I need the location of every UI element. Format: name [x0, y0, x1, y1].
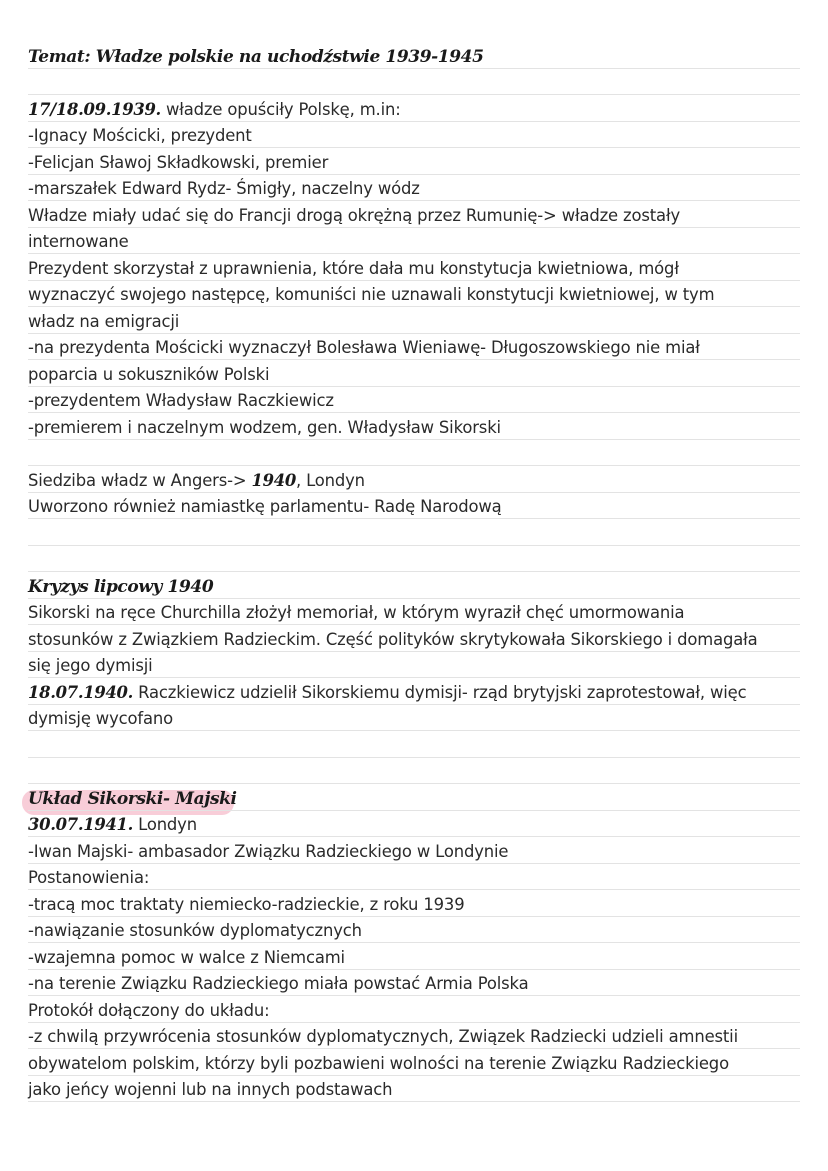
- ruled-line: [28, 201, 800, 228]
- ruled-line: [28, 969, 800, 996]
- ruled-line: [28, 95, 800, 122]
- ruled-line: [28, 42, 800, 69]
- date-label: 1940: [251, 470, 296, 490]
- text-line: wyznaczyć swojego następcę, komuniści nie uznawali konstytucji kwietniowej, w tym: [28, 284, 715, 304]
- ruled-line: [28, 227, 800, 254]
- ruled-line: [28, 360, 800, 387]
- list-item: -z chwilą przywrócenia stosunków dyplomatycznych, Związek Radziecki udzieli amnestii: [28, 1026, 738, 1046]
- text-line: poparcia u sokuszników Polski: [28, 364, 270, 384]
- text-line: Władze miały udać się do Francji drogą okrężną przez Rumunię-> władze zostały: [28, 205, 681, 225]
- text-line: dymisję wycofano: [28, 708, 173, 728]
- text-line: Protokół dołączony do układu:: [28, 1000, 270, 1020]
- list-item: -marszałek Edward Rydz- Śmigły, naczelny wódz: [28, 178, 420, 198]
- list-item: -tracą moc traktaty niemiecko-radzieckie, z roku 1939: [28, 894, 465, 914]
- ruled-line: [28, 68, 800, 95]
- list-item: -wzajemna pomoc w walce z Niemcami: [28, 947, 345, 967]
- list-item: -premierem i naczelnym wodzem, gen. Władysław Sikorski: [28, 417, 501, 437]
- ruled-line: [28, 545, 800, 572]
- ruled-line: [28, 439, 800, 466]
- date-label: 17/18.09.1939.: [28, 99, 161, 119]
- date-label: 18.07.1940.: [28, 682, 134, 702]
- ruled-line: [28, 625, 800, 652]
- ruled-line: [28, 492, 800, 519]
- list-item: -Iwan Majski- ambasador Związku Radzieckiego w Londynie: [28, 841, 509, 861]
- ruled-line: [28, 890, 800, 917]
- list-item: -Ignacy Mościcki, prezydent: [28, 125, 252, 145]
- ruled-line: [28, 386, 800, 413]
- list-item: -nawiązanie stosunków dyplomatycznych: [28, 920, 362, 940]
- date-label: 30.07.1941.: [28, 814, 134, 834]
- ruled-line: [28, 704, 800, 731]
- text-line: Postanowienia:: [28, 867, 150, 887]
- list-item: -na terenie Związku Radzieckiego miała powstać Armia Polska: [28, 973, 529, 993]
- ruled-line: [28, 1049, 800, 1076]
- text-line: Uworzono również namiastkę parlamentu- Radę Narodową: [28, 496, 502, 516]
- text-line: jako jeńcy wojenni lub na innych podstawach: [28, 1079, 393, 1099]
- line-text: Raczkiewicz udzielił Sikorskiemu dymisji- rząd brytyjski zaprotestował, więc: [133, 682, 747, 702]
- text-line: władz na emigracji: [28, 311, 180, 331]
- text-line: się jego dymisji: [28, 655, 153, 675]
- text-line: obywatelom polskim, którzy byli pozbawieni wolności na terenie Związku Radzieckiego: [28, 1053, 729, 1073]
- ruled-line: [28, 1022, 800, 1049]
- list-item: -Felicjan Sławoj Składkowski, premier: [28, 152, 329, 172]
- text-line: stosunków z Związkiem Radzieckim. Część polityków skrytykowała Sikorskiego i domagała: [28, 629, 758, 649]
- ruled-line: [28, 307, 800, 334]
- ruled-line: [28, 651, 800, 678]
- line-text: władze opuściły Polskę, m.in:: [160, 99, 401, 119]
- text-line: [28, 100, 401, 120]
- text-line: [28, 683, 746, 703]
- ruled-line: [28, 731, 800, 758]
- ruled-line: [28, 598, 800, 625]
- text-line: internowane: [28, 231, 129, 251]
- ruled-line: [28, 572, 800, 599]
- text-line: Prezydent skorzystał z uprawnienia, które dała mu konstytucja kwietniowa, mógł: [28, 258, 679, 278]
- text-line: Sikorski na ręce Churchilla złożył memoriał, w którym wyraził chęć umormowania: [28, 602, 685, 622]
- ruled-line: [28, 996, 800, 1023]
- ruled-line: [28, 943, 800, 970]
- ruled-line: [28, 280, 800, 307]
- list-item: -prezydentem Władysław Raczkiewicz: [28, 390, 334, 410]
- ruled-line: [28, 757, 800, 784]
- text-line: [28, 471, 365, 491]
- section-heading: Układ Sikorski- Majski: [28, 788, 237, 809]
- ruled-line: [28, 678, 800, 705]
- ruled-line: [28, 810, 800, 837]
- ruled-line: [28, 148, 800, 175]
- ruled-line: [28, 916, 800, 943]
- ruled-line: [28, 413, 800, 440]
- ruled-line: [28, 333, 800, 360]
- section-heading: Kryzys lipcowy 1940: [28, 576, 214, 597]
- ruled-line: [28, 466, 800, 493]
- line-text: Siedziba władz w Angers->: [28, 470, 252, 490]
- ruled-line: [28, 863, 800, 890]
- ruled-line: [28, 121, 800, 148]
- line-text: Londyn: [133, 814, 197, 834]
- ruled-line: [28, 254, 800, 281]
- line-text: , Londyn: [295, 470, 365, 490]
- ruled-line: [28, 1075, 800, 1102]
- page-title: Temat: Władze polskie na uchodźstwie 1939-1945: [28, 46, 484, 67]
- ruled-line: [28, 837, 800, 864]
- text-line: [28, 815, 197, 835]
- ruled-line: [28, 519, 800, 546]
- ruled-line: [28, 784, 800, 811]
- list-item: -na prezydenta Mościcki wyznaczył Bolesława Wieniawę- Długoszowskiego nie miał: [28, 337, 700, 357]
- ruled-line: [28, 174, 800, 201]
